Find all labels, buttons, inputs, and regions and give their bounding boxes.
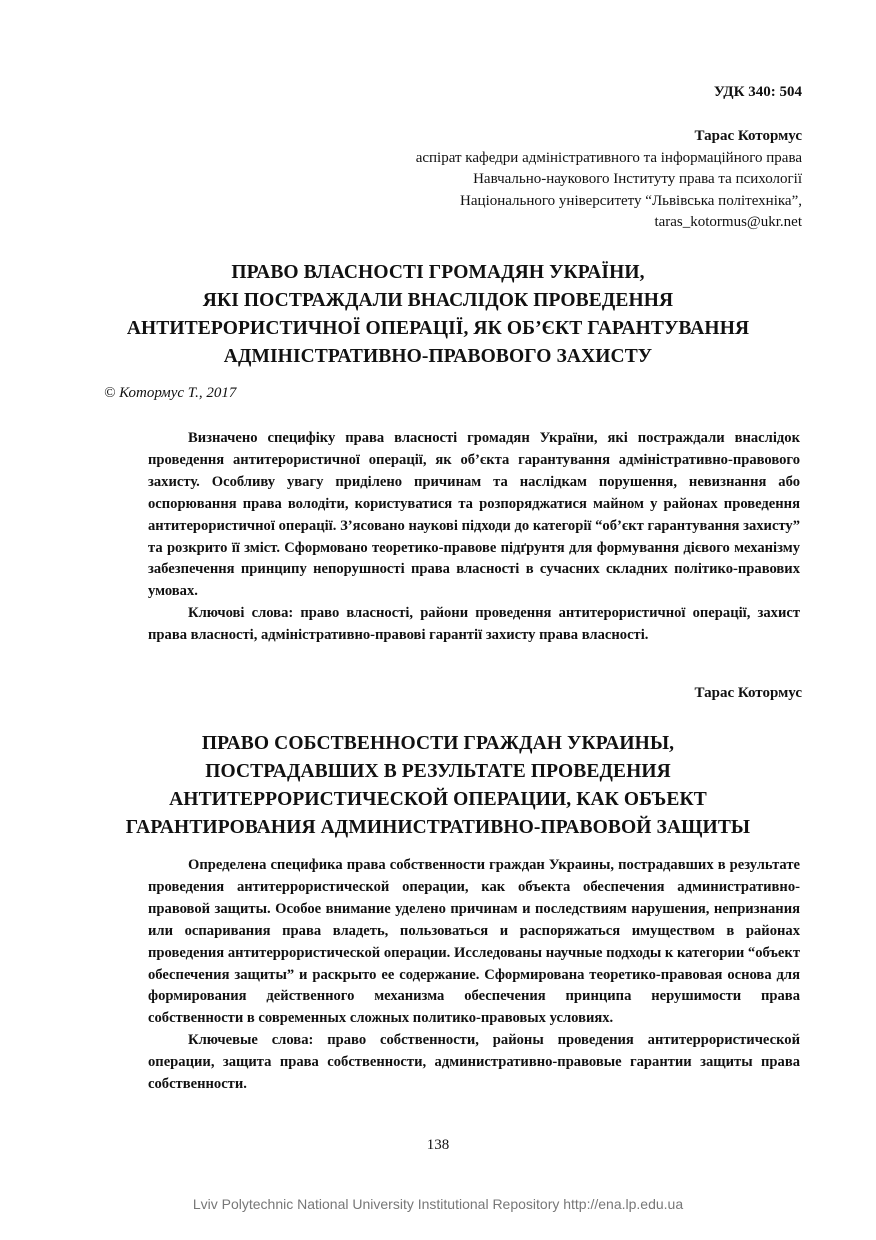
- abstract-ua: [148, 428, 800, 647]
- article-title-ru: [60, 730, 816, 842]
- author-name-ua: Тарас Котормус: [694, 128, 802, 144]
- title-line: АДМІНІСТРАТИВНО-ПРАВОВОГО ЗАХИСТУ: [223, 346, 653, 367]
- title-line: ЯКІ ПОСТРАЖДАЛИ ВНАСЛІДОК ПРОВЕДЕННЯ: [202, 290, 674, 311]
- title-line: АНТИТЕРОРИСТИЧНОЇ ОПЕРАЦІЇ, ЯК ОБ’ЄКТ ГАРАНТУВАННЯ: [126, 318, 750, 339]
- copyright-notice: © Котормус Т., 2017: [104, 385, 237, 401]
- keywords: Ключові слова: право власності, райони проведення антитерористичної операції, захист права власності, адміністративно-правові гарантії захисту права власності.: [148, 605, 800, 644]
- udc-code: УДК 340: 504: [713, 84, 802, 100]
- abstract-text: Определена специфика права собственности граждан Украины, пострадавших в результате проведения антитеррористической операции, как объекта обеспечения административно-правовой защиты. Особое внимание уделено причинам и последствиям нарушения, непризнания или оспаривания права владеть, пользоваться и распоряжаться имуществом в районах проведения антитеррористической операции. Исследованы научные подходы к категории “объект обеспечения защиты” и раскрыто ее содержание. Сформирована теоретико-правовая основа для формирования действенного механизма обеспечения принципа нерушимости права собственности в современных сложных политико-правовых условиях.: [148, 857, 800, 1027]
- abstract-ru: [148, 855, 800, 1096]
- repository-footer: Lviv Polytechnic National University Institutional Repository http://ena.lp.edu.ua: [192, 1196, 684, 1212]
- abstract-text: Визначено специфіку права власності громадян України, які постраждали внаслідок проведення антитерористичної операції, як об’єкта гарантування адміністративно-правового захисту. Особливу увагу приділено причинам та наслідкам порушення, невизнання або оспорювання права володіти, користуватися та розпоряджатися майном у районах проведення антитерористичної операції. З’ясовано наукові підходи до категорії “об’єкт гарантування захисту” та розкрито її зміст. Сформовано теоретико-правове підґрунтя для формування дієвого механізму забезпечення принципу непорушності права власності в сучасних складних політико-правових умовах.: [148, 430, 800, 600]
- article-title-ua: [60, 259, 816, 371]
- author-name-ru: Тарас Котормус: [694, 685, 802, 701]
- author-info-ua: [202, 126, 802, 234]
- title-line: ГАРАНТИРОВАНИЯ АДМИНИСТРАТИВНО-ПРАВОВОЙ ЗАЩИТЫ: [125, 817, 751, 838]
- author-affiliation-line: аспірат кафедри адміністративного та інформаційного права: [415, 149, 802, 166]
- author-affiliation-line: Навчально-наукового Інституту права та психології: [473, 171, 802, 187]
- title-line: АНТИТЕРРОРИСТИЧЕСКОЙ ОПЕРАЦИИ, КАК ОБЪЕКТ: [169, 789, 707, 810]
- keywords: Ключевые слова: право собственности, районы проведения антитеррористической операции, защита права собственности, административно-правовые гарантии защиты права собственности.: [148, 1032, 800, 1093]
- title-line: ПОСТРАДАВШИХ В РЕЗУЛЬТАТЕ ПРОВЕДЕНИЯ: [205, 761, 671, 782]
- author-affiliation-line: Національного університету “Львівська політехніка”,: [460, 192, 802, 209]
- author-email: taras_kotormus@ukr.net: [654, 214, 802, 230]
- title-line: ПРАВО ВЛАСНОСТІ ГРОМАДЯН УКРАЇНИ,: [231, 262, 645, 283]
- title-line: ПРАВО СОБСТВЕННОСТИ ГРАЖДАН УКРАИНЫ,: [201, 733, 675, 754]
- page-number: 138: [426, 1137, 450, 1153]
